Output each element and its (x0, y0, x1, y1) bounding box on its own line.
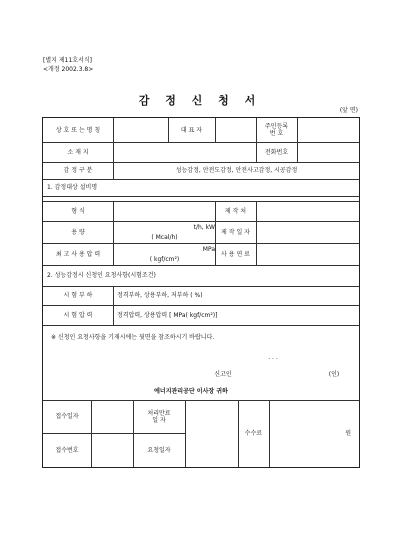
form-number: [별지 제11호서식] (43, 57, 92, 64)
model-label: 형 식 (71, 207, 85, 215)
manufacturer-label: 제 작 처 (224, 207, 247, 215)
fuel-label: 사 용 연 료 (221, 250, 250, 258)
capacity-units: t/h, kW (193, 223, 215, 231)
fuel-field[interactable] (257, 243, 359, 265)
fee-label: 수수료 (244, 430, 263, 437)
phone-label: 전화번호 (264, 148, 289, 156)
manufacture-date-label: 제 작 일 자 (221, 228, 250, 236)
phone-field[interactable] (298, 142, 359, 162)
receipt-date-label: 접수일자 (55, 413, 79, 420)
receipt-date-field[interactable] (92, 400, 133, 433)
appraisal-type-options[interactable]: 성능감정, 안전도감정, 안전사고감정, 시공감정 (175, 167, 298, 174)
pressure-unit: MPa (202, 245, 215, 253)
seal-mark: (인) (328, 370, 340, 378)
capacity-label: 용 량 (71, 228, 85, 236)
test-load-label: 시 험 부 하 (63, 292, 93, 299)
receipt-number-label: 접수번호 (55, 446, 79, 454)
recipient: 에너지관리공단 이사장 귀하 (154, 387, 228, 395)
company-name-field[interactable] (114, 118, 168, 142)
representative-label: 대 표 자 (180, 126, 203, 134)
max-pressure-label: 최 고 사 용 압 력 (55, 250, 101, 258)
model-field[interactable] (114, 201, 215, 221)
section1-heading: 1. 감정대상 설비명 (47, 184, 98, 191)
notice-text: ※ 신청인 요청사항을 기재시에는 뒷면을 참조하시기 바랍니다. (51, 333, 215, 341)
manufacturer-field[interactable] (257, 201, 359, 221)
rule (43, 196, 359, 197)
fee-unit[interactable]: 원 (345, 430, 351, 437)
test-pressure-label: 시 험 압 력 (63, 311, 93, 319)
applicant-label: 신고인 (214, 370, 232, 378)
test-load-options[interactable]: 정격부하, 상용부하, 저부하 ( %) (117, 292, 203, 299)
application-form (42, 117, 360, 468)
address-label: 소 재 지 (67, 148, 89, 156)
representative-field[interactable] (216, 118, 256, 142)
document-title: 감 정 신 청 서 (138, 94, 262, 107)
rule (113, 286, 114, 325)
resident-number-field[interactable] (298, 118, 359, 142)
date-line[interactable]: . . . (268, 353, 278, 361)
rule (43, 325, 359, 326)
test-pressure-options[interactable]: 정격압력, 상용압력 [ MPa( kgf/cm²)] (117, 311, 218, 319)
pressure-unit-alt[interactable]: ( kgf/cm²) (149, 255, 180, 263)
capacity-units-alt[interactable]: ( Mcal/h) (151, 233, 178, 241)
company-name-label: 상 호 또 는 명 칭 (55, 126, 101, 134)
processing-date-label: 처리만료 일 자 (147, 409, 171, 424)
manufacture-date-field[interactable] (257, 221, 359, 243)
receipt-number-field[interactable] (92, 433, 133, 467)
processing-date-field[interactable] (186, 400, 238, 467)
section2-heading: 2. 성능감정시 신청인 요청사항(시험조건) (47, 272, 156, 279)
resident-number-label: 주민등록 번 호 (264, 123, 289, 137)
appraisal-type-label: 감 정 구 분 (63, 167, 93, 174)
address-field[interactable] (114, 142, 256, 162)
revision-date: <개정 2002.3.8> (43, 66, 94, 73)
request-date-label: 요청일자 (147, 446, 171, 454)
page-side: (앞 면) (339, 107, 358, 114)
